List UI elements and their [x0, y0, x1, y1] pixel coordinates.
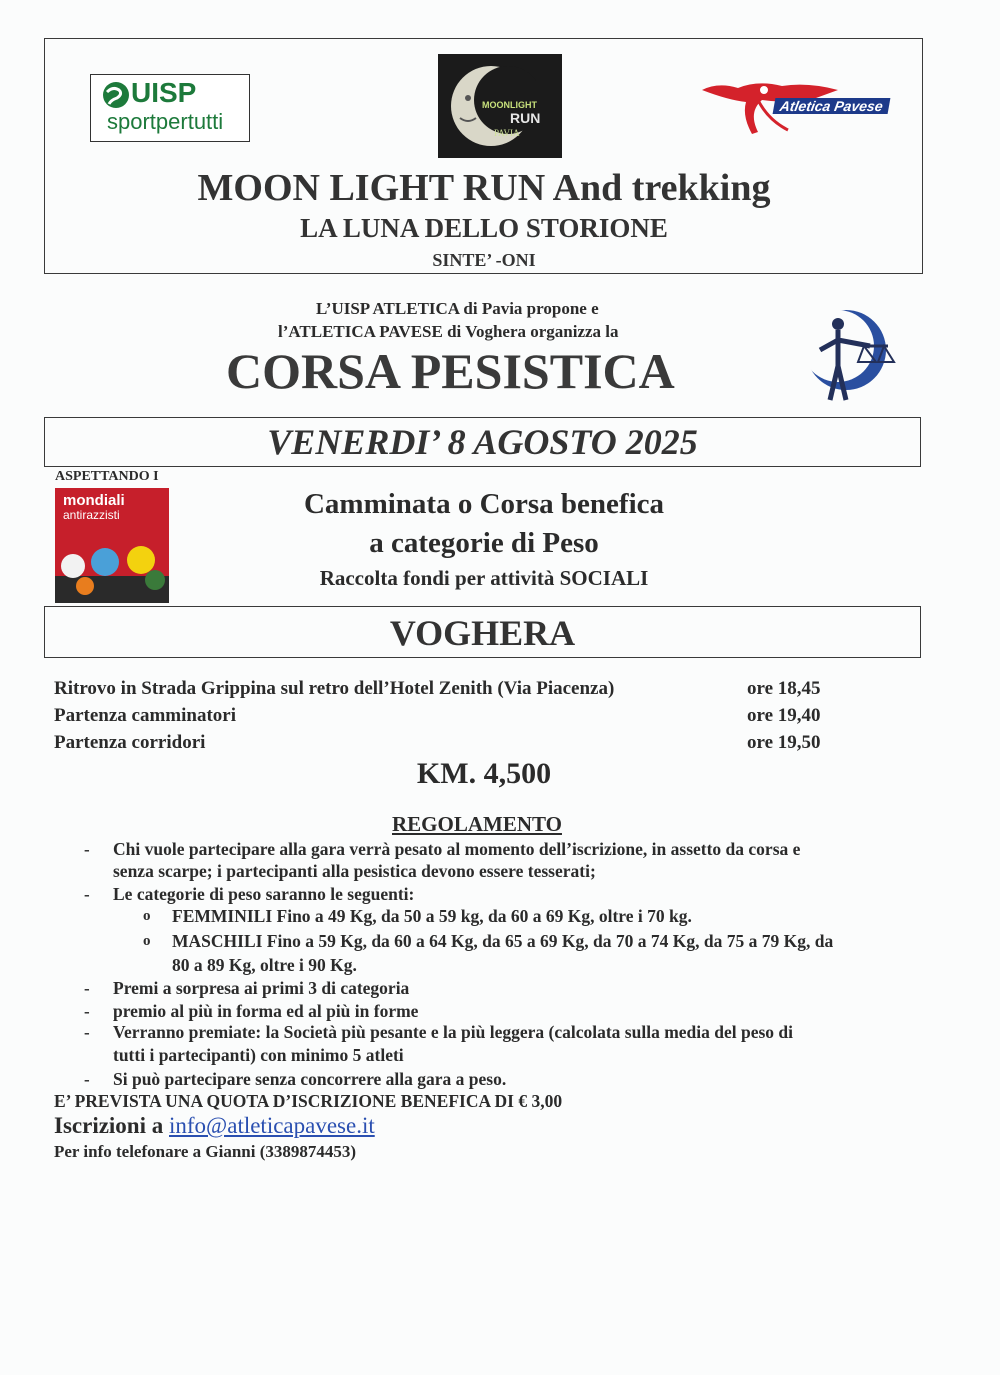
mondiali-antirazzisti-poster	[55, 488, 169, 603]
poster-line-2: antirazzisti	[63, 508, 120, 522]
atletica-logo-text: Atletica Pavese	[773, 98, 891, 114]
description-line-1: Camminata o Corsa benefica	[303, 488, 665, 520]
event-subtitle-2: SINTE’ -ONI	[432, 250, 536, 270]
rule-5-line-2: tutti i partecipanti) con minimo 5 atleti	[113, 1045, 404, 1065]
cartoon-figures-icon	[55, 526, 169, 603]
rule-dash: -	[84, 1023, 90, 1042]
distance: KM. 4,500	[416, 757, 552, 790]
schedule-label-1: Ritrovo in Strada Grippina sul retro dell’Hotel Zenith (Via Piacenza)	[54, 678, 615, 699]
schedule-time-1: ore 18,45	[747, 678, 821, 699]
rule-1-line-1: Chi vuole partecipare alla gara verrà pesato al momento dell’iscrizione, in assetto da corsa e	[113, 839, 801, 859]
rule-femminili: FEMMINILI Fino a 49 Kg, da 50 a 59 kg, da 60 a 69 Kg, oltre i 70 kg.	[172, 906, 692, 926]
rule-6: Si può partecipare senza concorrere alla gara a peso.	[113, 1069, 507, 1089]
globe-icon	[101, 80, 131, 110]
schedule-time-2: ore 19,40	[747, 705, 821, 726]
bullet-circle: o	[143, 908, 151, 924]
rule-dash: -	[84, 840, 90, 859]
rule-4: premio al più in forma ed al più in forme	[113, 1001, 419, 1021]
rule-3: Premi a sorpresa ai primi 3 di categoria	[113, 978, 410, 998]
schedule-label-3: Partenza corridori	[54, 732, 206, 753]
uisp-tagline: sportpertutti	[107, 109, 224, 134]
rule-dash: -	[84, 1002, 90, 1021]
uisp-logo	[90, 74, 250, 142]
schedule-label-2: Partenza camminatori	[54, 705, 237, 726]
rule-dash: -	[84, 1070, 90, 1089]
atletica-pavese-logo	[698, 76, 890, 140]
schedule-time-3: ore 19,50	[747, 732, 821, 753]
event-name: CORSA PESISTICA	[226, 343, 675, 399]
moon-logo-line1: MOONLIGHT	[482, 100, 537, 110]
rule-2: Le categorie di peso saranno le seguenti:	[113, 884, 415, 904]
rule-maschili-line-1: MASCHILI Fino a 59 Kg, da 60 a 64 Kg, da 65 a 69 Kg, da 70 a 74 Kg, da 75 a 79 Kg, da	[172, 931, 834, 951]
moonlight-run-logo	[438, 54, 562, 158]
intro-line-1: L’UISP ATLETICA di Pavia propone e	[316, 299, 599, 318]
event-title: MOON LIGHT RUN And trekking	[197, 167, 771, 209]
aside-label: ASPETTANDO I	[55, 469, 159, 484]
moon-logo-line3: PAVIA	[494, 128, 520, 138]
bullet-circle: o	[143, 933, 151, 949]
rule-maschili-line-2: 80 a 89 Kg, oltre i 90 Kg.	[172, 955, 357, 975]
rule-5-line-1: Verranno premiate: la Società più pesante e la più leggera (calcolata sulla media del peso di	[113, 1022, 794, 1042]
contact-info: Per info telefonare a Gianni (3389874453)	[54, 1142, 357, 1161]
rule-dash: -	[84, 979, 90, 998]
libra-scale-icon	[798, 306, 898, 406]
uisp-brand: UISP	[131, 77, 197, 108]
registration-fee: E’ PREVISTA UNA QUOTA D’ISCRIZIONE BENEFICA DI € 3,00	[54, 1091, 563, 1111]
description-line-2: a categorie di Peso	[369, 527, 599, 559]
moon-logo-line2: RUN	[510, 110, 541, 126]
description-line-3: Raccolta fondi per attività SOCIALI	[319, 566, 649, 590]
event-subtitle: LA LUNA DELLO STORIONE	[300, 213, 668, 243]
registration-label: Iscrizioni a	[54, 1113, 164, 1138]
libra-logo	[798, 306, 898, 406]
city: VOGHERA	[389, 613, 576, 653]
rules-heading: REGOLAMENTO	[392, 812, 562, 836]
rule-dash: -	[84, 885, 90, 904]
poster-line-1: mondiali	[63, 492, 125, 509]
registration-email-link[interactable]: info@atleticapavese.it	[169, 1113, 375, 1138]
intro-line-2: l’ATLETICA PAVESE di Voghera organizza la	[278, 322, 619, 341]
registration-line	[54, 1113, 375, 1139]
rule-1-line-2: senza scarpe; i partecipanti alla pesistica devono essere tesserati;	[113, 861, 596, 881]
event-date: VENERDI’ 8 AGOSTO 2025	[267, 422, 698, 462]
